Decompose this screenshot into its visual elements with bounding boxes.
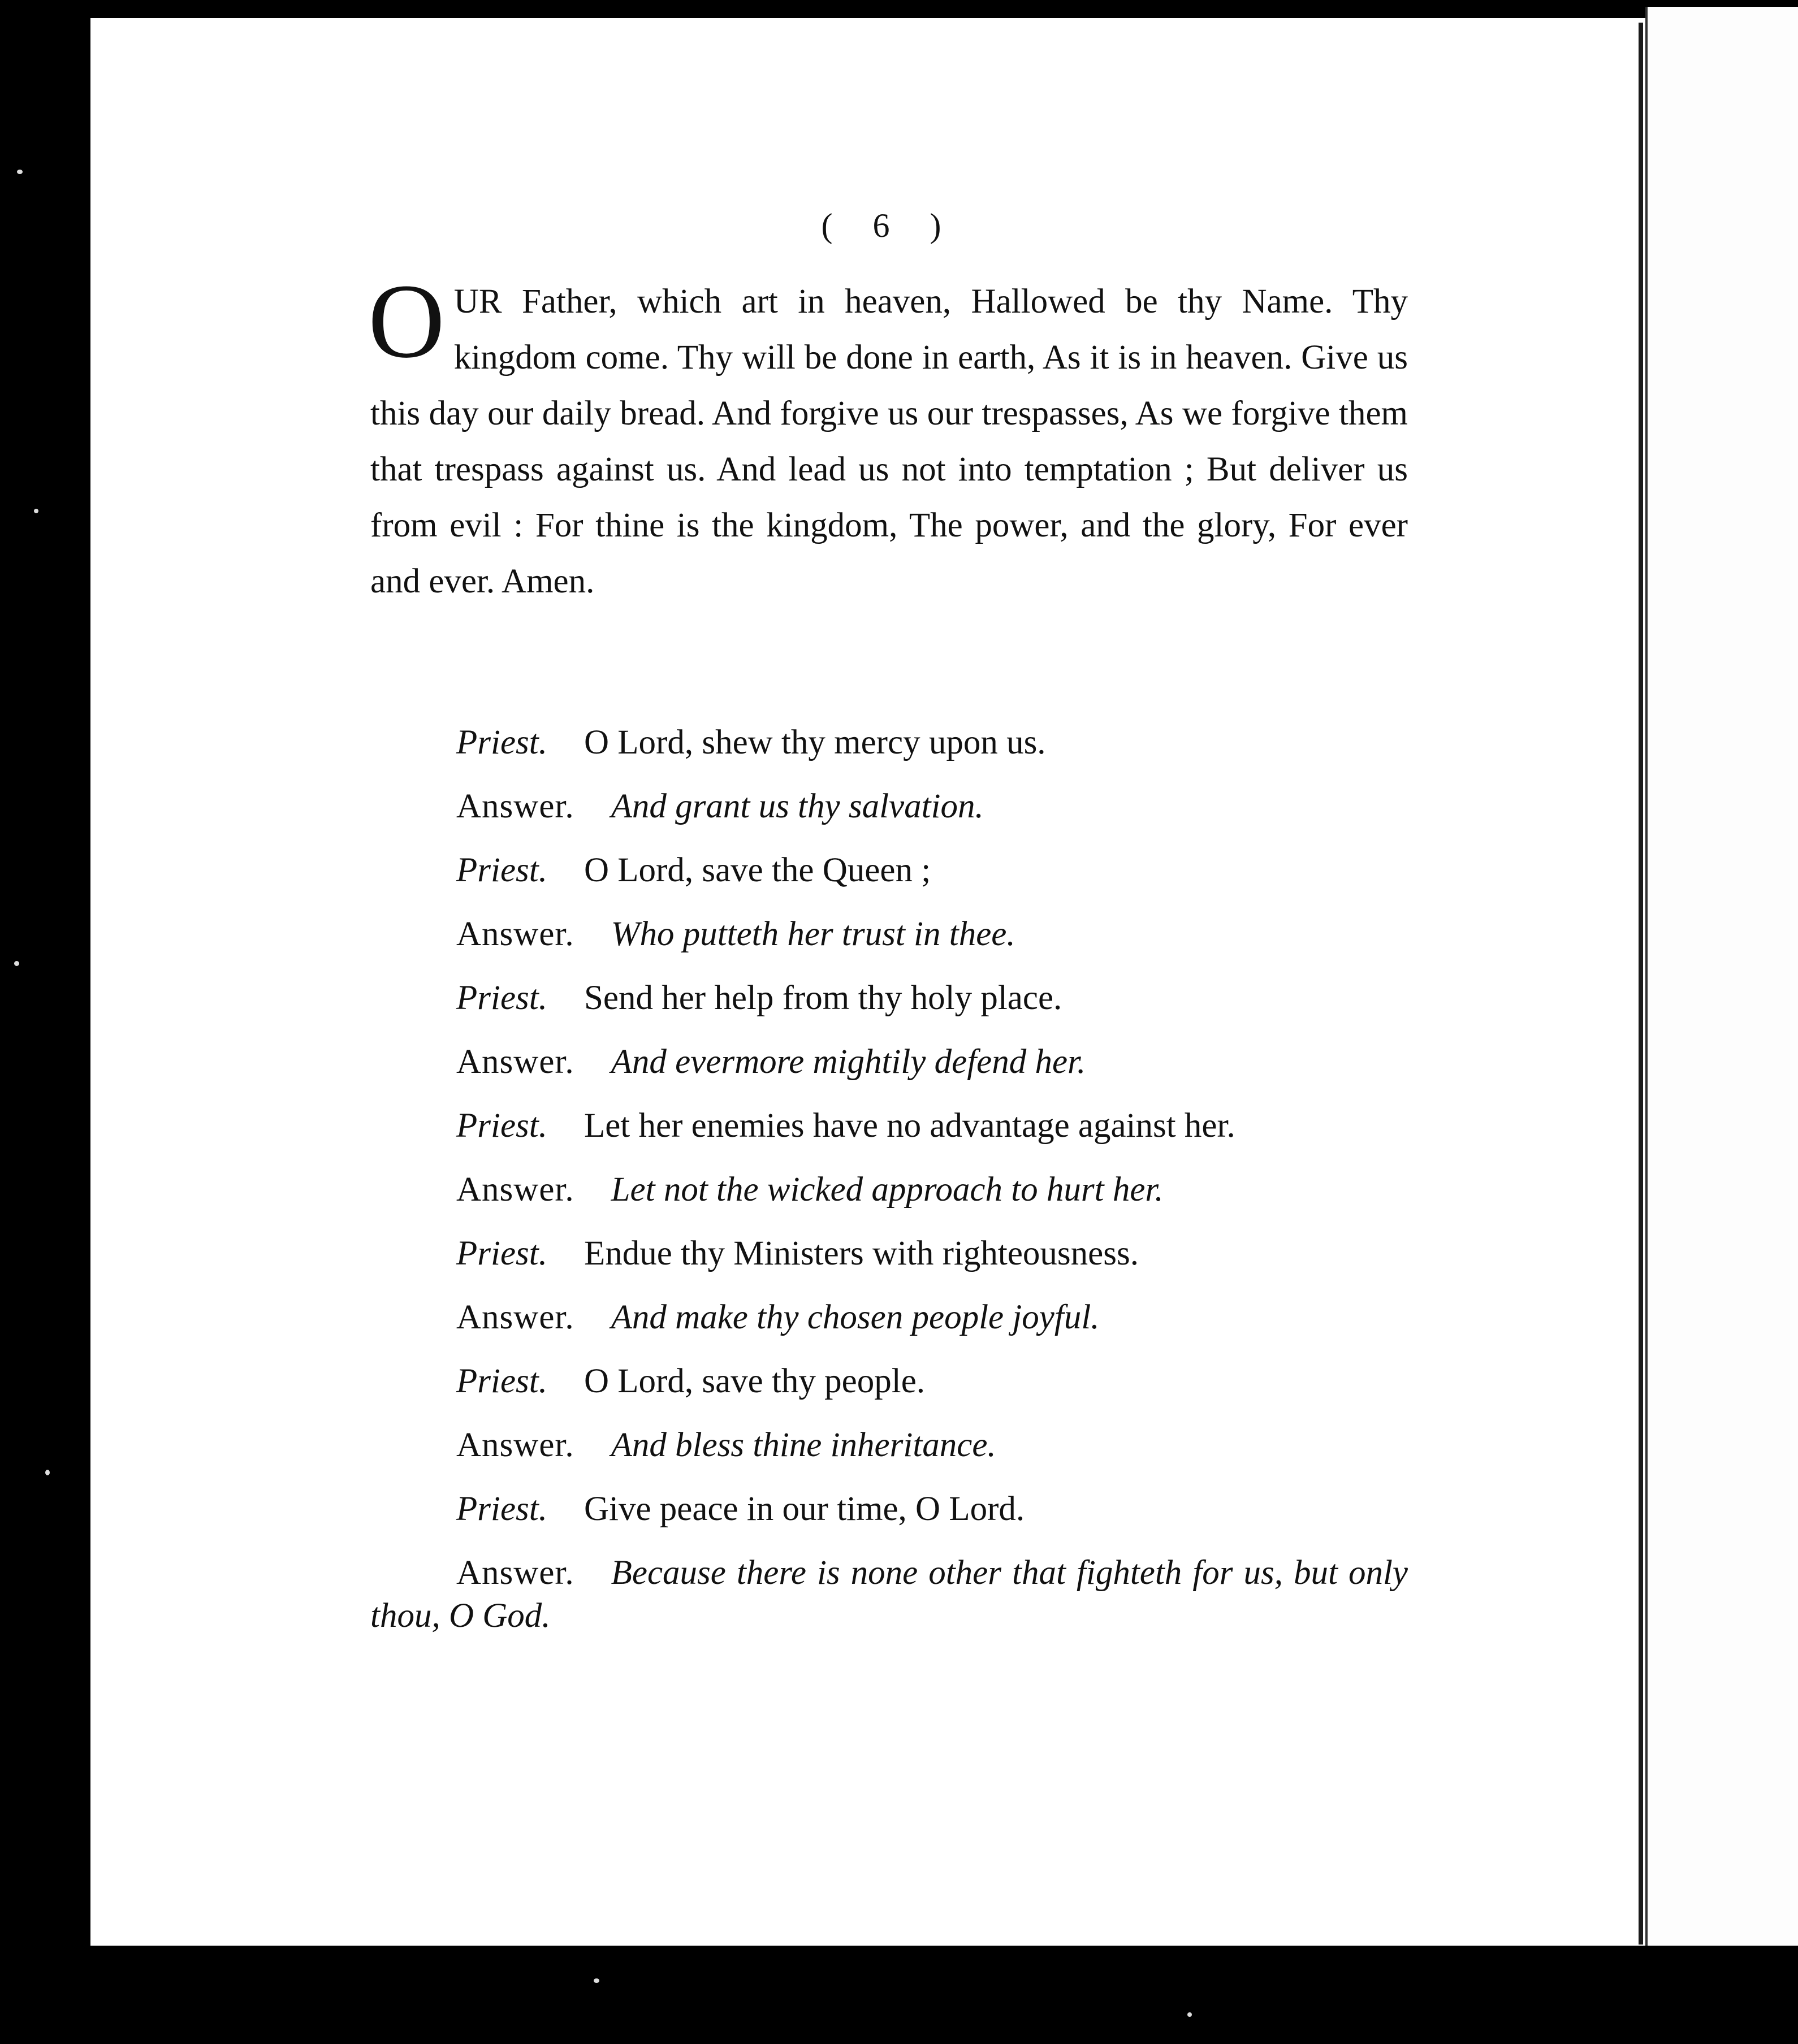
versicle-text: Let her enemies have no advantage against her. <box>584 1107 1235 1145</box>
scan-speck <box>594 1978 599 1983</box>
response-text: And bless thine inheritance. <box>611 1426 996 1464</box>
response-text: And evermore mightily defend her. <box>611 1043 1086 1081</box>
response-text: Let not the wicked approach to hurt her. <box>611 1171 1164 1209</box>
response-text: Who putteth her trust in thee. <box>611 915 1015 953</box>
speaker-label: Priest. <box>456 1235 547 1272</box>
versicle-row <box>370 977 1408 1020</box>
response-row <box>370 1424 1408 1467</box>
speaker-label: Priest. <box>456 1490 547 1528</box>
response-row <box>370 1552 1408 1638</box>
versicle-row <box>370 1232 1408 1275</box>
speaker-label: Answer. <box>456 787 574 825</box>
speaker-label: Priest. <box>456 1362 547 1400</box>
lords-prayer-text: UR Father, which art in heaven, Hallowed be thy Name. Thy kingdom come. Thy will be done in earth, As it is in heaven. Give us this day our daily bread. And forgive us our trespasses, As we forgive them that trespass against us. And lead us not into temptation ; But deliver us from evil : For thine is the kingdom, The power, and the glory, For ever and ever. Amen. <box>370 283 1408 600</box>
versicle-text: O Lord, save thy people. <box>584 1362 926 1400</box>
drop-cap: O <box>368 262 445 380</box>
versicles-and-responses <box>370 721 1408 1638</box>
speaker-label: Answer. <box>456 1554 574 1592</box>
response-text: And make thy chosen people joyful. <box>611 1298 1100 1336</box>
page-number: ( 6 ) <box>821 207 957 244</box>
speaker-label: Answer. <box>456 1298 574 1336</box>
speaker-label: Answer. <box>456 1171 574 1209</box>
page-content <box>370 206 1408 1658</box>
versicle-text: O Lord, shew thy mercy upon us. <box>584 724 1046 761</box>
lords-prayer <box>368 262 1408 609</box>
versicle-row <box>370 849 1408 892</box>
speaker-label: Answer. <box>456 1426 574 1464</box>
page-fold-line <box>1639 23 1643 1945</box>
facing-page-edge <box>1645 7 1798 1946</box>
scan-speck <box>45 1470 50 1475</box>
response-row <box>370 913 1408 956</box>
versicle-text: Send her help from thy holy place. <box>584 979 1062 1017</box>
response-row <box>370 1041 1408 1084</box>
versicle-text: Endue thy Ministers with righteousness. <box>584 1235 1139 1272</box>
speaker-label: Priest. <box>456 851 547 889</box>
scan-speck <box>14 961 19 966</box>
scan-speck <box>1187 2012 1192 2017</box>
speaker-label: Priest. <box>456 724 547 761</box>
speaker-label: Priest. <box>456 1107 547 1145</box>
scan-speck <box>17 170 23 174</box>
speaker-label: Answer. <box>456 1043 574 1081</box>
speaker-label: Priest. <box>456 979 547 1017</box>
scan-speck <box>34 509 38 513</box>
response-row <box>370 1296 1408 1339</box>
response-text: Because there is none other that fighteth for us, but only thou, O God. <box>370 1554 1408 1635</box>
response-row <box>370 785 1408 828</box>
versicle-row <box>370 1105 1408 1147</box>
versicle-row <box>370 1360 1408 1403</box>
versicle-row <box>370 721 1408 764</box>
versicle-text: Give peace in our time, O Lord. <box>584 1490 1025 1528</box>
versicle-text: O Lord, save the Queen ; <box>584 851 931 889</box>
speaker-label: Answer. <box>456 915 574 953</box>
versicle-row <box>370 1488 1408 1531</box>
response-text: And grant us thy salvation. <box>611 787 984 825</box>
response-row <box>370 1168 1408 1211</box>
